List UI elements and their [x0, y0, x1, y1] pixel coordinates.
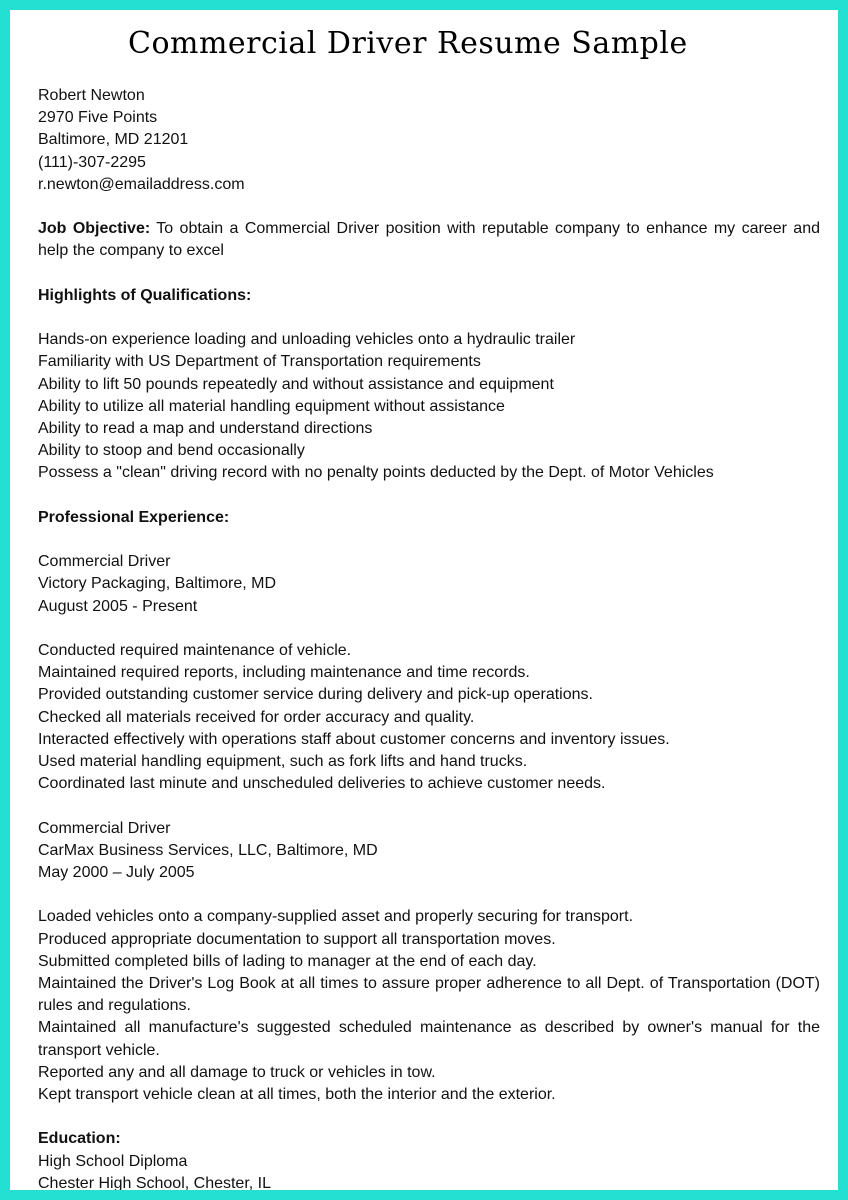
job-entry-1: [38, 551, 820, 795]
contact-street: 2970 Five Points: [38, 109, 158, 127]
list-item: Maintained all manufacture's suggested scheduled maintenance as described by owner's manual for the transport vehicle.: [38, 1019, 820, 1059]
job-dates: August 2005 - Present: [38, 597, 198, 615]
list-item: Possess a "clean" driving record with no penalty points deducted by the Dept. of Motor Vehicles: [38, 464, 714, 482]
list-item: Familiarity with US Department of Transportation requirements: [38, 353, 481, 371]
list-item: Coordinated last minute and unscheduled deliveries to achieve customer needs.: [38, 775, 606, 793]
spacer: [38, 196, 820, 218]
list-item: Hands-on experience loading and unloading vehicles onto a hydraulic trailer: [38, 331, 576, 349]
spacer: [38, 1106, 820, 1128]
job-company: CarMax Business Services, LLC, Baltimore, MD: [38, 841, 378, 859]
list-item: Conducted required maintenance of vehicle.: [38, 641, 352, 659]
spacer: [38, 795, 820, 817]
contact-block: [38, 85, 820, 196]
education-block: [38, 1128, 820, 1195]
list-item: Used material handling equipment, such as fork lifts and hand trucks.: [38, 753, 528, 770]
highlights-heading: Highlights of Qualifications:: [38, 286, 252, 304]
job-objective-label: Job Objective:: [38, 220, 151, 238]
list-item: Ability to read a map and understand directions: [38, 420, 373, 437]
job-dates: May 2000 – July 2005: [38, 864, 195, 881]
list-item: Submitted completed bills of lading to manager at the end of each day.: [38, 952, 537, 970]
list-item: Loaded vehicles onto a company-supplied asset and properly securing for transport.: [38, 908, 634, 926]
spacer: [38, 529, 820, 551]
list-item: Maintained required reports, including maintenance and time records.: [38, 664, 530, 682]
list-item: Ability to lift 50 pounds repeatedly and without assistance and equipment: [38, 375, 554, 393]
contact-name: Robert Newton: [38, 87, 145, 104]
contact-email: r.newton@emailaddress.com: [38, 175, 245, 193]
job-title: Commercial Driver: [38, 819, 171, 837]
list-item: Kept transport vehicle clean at all times, both the interior and the exterior.: [38, 1086, 556, 1104]
spacer: [38, 485, 820, 507]
list-item: Provided outstanding customer service during delivery and pick-up operations.: [38, 686, 593, 704]
experience-heading: Professional Experience:: [38, 508, 230, 526]
spacer: [38, 263, 820, 285]
list-item: Produced appropriate documentation to support all transportation moves.: [38, 930, 556, 948]
list-item: Reported any and all damage to truck or vehicles in tow.: [38, 1063, 436, 1081]
spacer: [38, 618, 820, 640]
spacer: [38, 307, 820, 329]
job-entry-2: [38, 818, 820, 1107]
list-item: Ability to stoop and bend occasionally: [38, 442, 305, 460]
spacer: [38, 884, 820, 906]
job-company: Victory Packaging, Baltimore, MD: [38, 575, 277, 593]
list-item: Interacted effectively with operations staff about customer concerns and inventory issues.: [38, 730, 670, 748]
highlights-list: [38, 329, 820, 484]
job-objective-text: To obtain a Commercial Driver position with reputable company to enhance my career and help the company to excel: [38, 220, 820, 260]
contact-city: Baltimore, MD 21201: [38, 131, 189, 149]
education-school: Chester High School, Chester, IL: [38, 1174, 272, 1192]
job-title: Commercial Driver: [38, 553, 171, 571]
education-degree: High School Diploma: [38, 1152, 188, 1170]
job-objective: [38, 218, 820, 262]
page-title: Commercial Driver Resume Sample: [128, 26, 688, 61]
education-heading: Education:: [38, 1130, 121, 1148]
list-item: Checked all materials received for order accuracy and quality.: [38, 708, 475, 726]
resume-body: [38, 85, 820, 1195]
contact-phone: (111)-307-2295: [38, 153, 146, 171]
list-item: Maintained the Driver's Log Book at all times to assure proper adherence to all Dept. of Transportation (DOT) rules and regulations.: [38, 975, 820, 1015]
list-item: Ability to utilize all material handling equipment without assistance: [38, 397, 505, 415]
